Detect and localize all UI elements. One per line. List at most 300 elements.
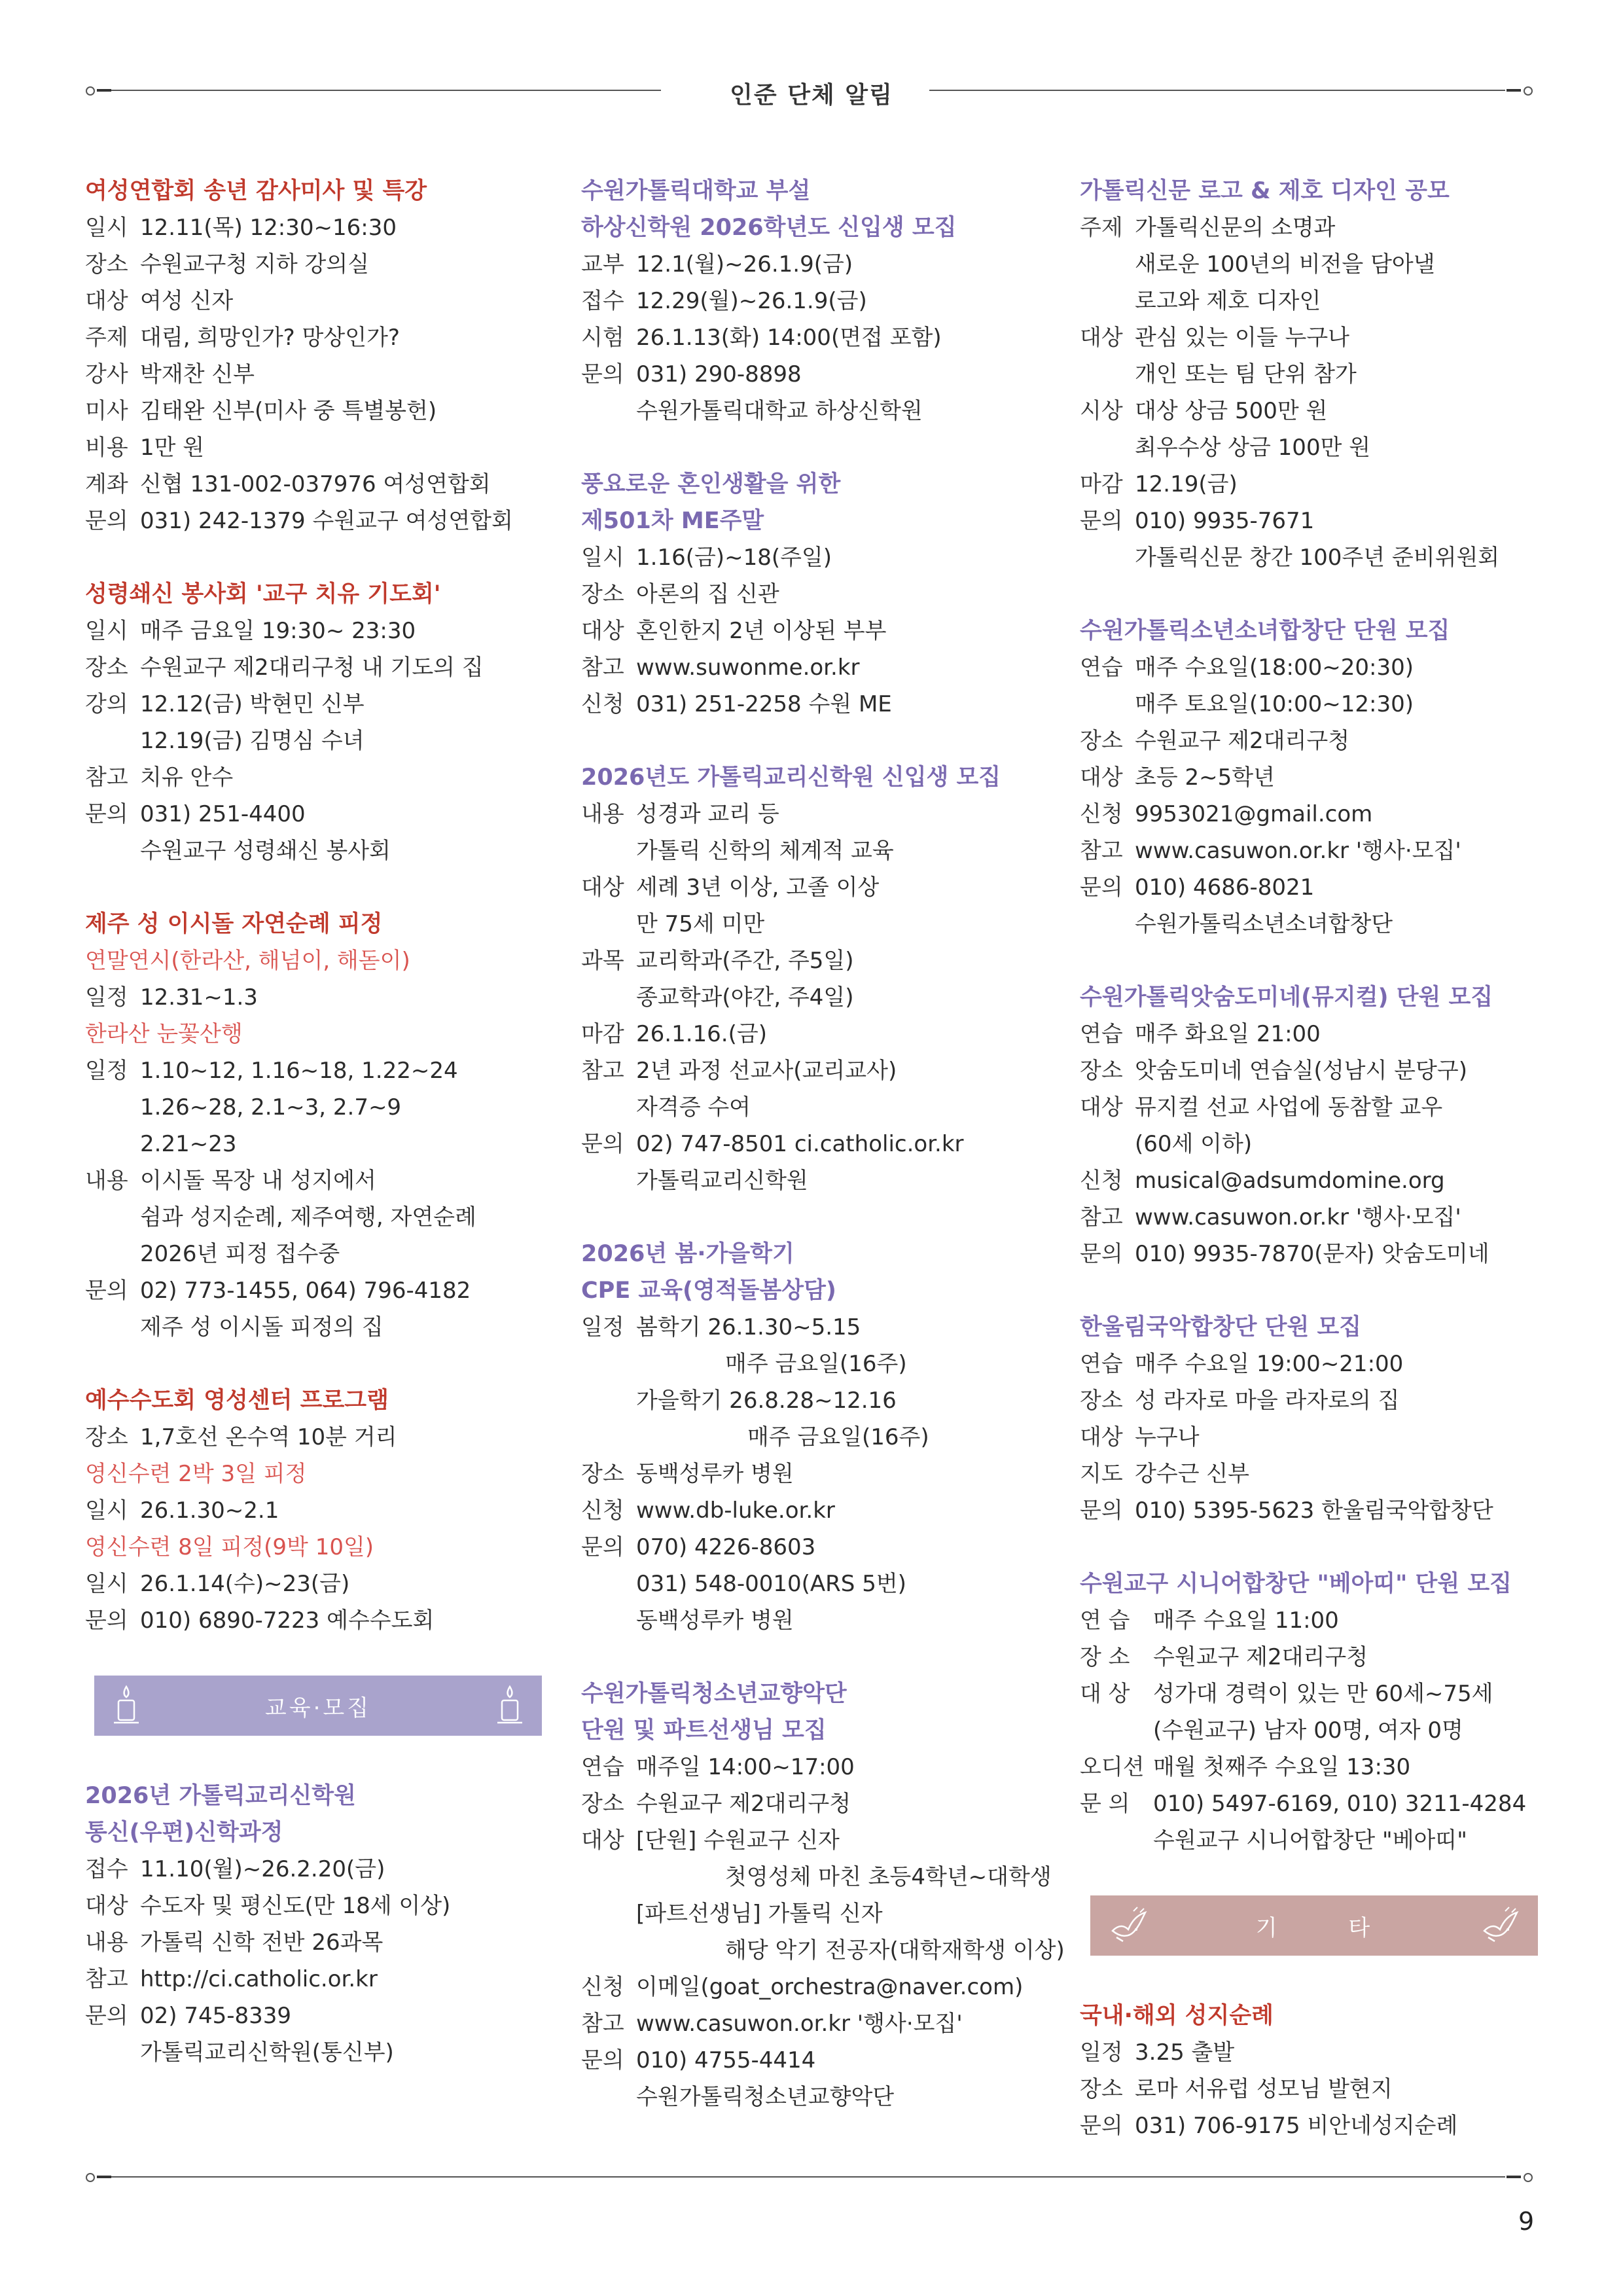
field-value: 010) 9935-7870(문자) 앗숨도미네 (1135, 1241, 1489, 1267)
field-value: 앗숨도미네 연습실(성남시 분당구) (1135, 1058, 1467, 1084)
notice-row (581, 319, 1052, 356)
field-label (85, 833, 140, 869)
section-banner-education (94, 1676, 542, 1736)
notice-row (85, 1961, 530, 1998)
field-value: 12.1(월)~26.1.9(금) (636, 251, 853, 278)
field-value: 26.1.30~2.1 (140, 1498, 279, 1524)
notice-row (581, 2005, 1052, 2042)
header-rule-right-dash (1507, 89, 1521, 92)
notice-row (1080, 283, 1564, 319)
notice-row (581, 1785, 1052, 1822)
field-label: 참고 (1080, 838, 1123, 864)
field-value: 동백성루카 병원 (636, 1607, 794, 1634)
notice-row (1080, 503, 1564, 539)
field-label: 문의 (85, 508, 128, 534)
field-value: 010) 6890-7223 예수수도회 (140, 1607, 435, 1634)
notice-row (581, 1566, 1052, 1602)
field-label: 문의 (581, 361, 624, 387)
notice-row (581, 283, 1052, 319)
field-label (581, 833, 636, 869)
notice-row (1080, 1822, 1564, 1859)
notice-title: 2026년 가톨릭교리신학원 (85, 1783, 356, 1809)
field-value: 1만 원 (140, 435, 205, 461)
field-value: 1.10~12, 1.16~18, 1.22~24 (140, 1058, 458, 1084)
notice-row (85, 833, 530, 869)
field-value: 김태완 신부(미사 중 특별봉헌) (140, 398, 437, 424)
notice-row (581, 246, 1052, 283)
field-label: 시상 (1080, 398, 1123, 424)
notice-row (1080, 1639, 1564, 1676)
notice-row (85, 1419, 530, 1456)
notice-row (581, 613, 1052, 649)
notice-title: 수원가톨릭청소년교향악단 (581, 1681, 847, 1707)
notice-section (1080, 1309, 1564, 1529)
notice-row (581, 869, 1052, 906)
field-label: 접수 (85, 1856, 128, 1882)
page-section-title: 인준 단체 알림 (730, 82, 893, 109)
notice-row (581, 1602, 1052, 1639)
notice-row (1080, 209, 1564, 246)
field-value: www.casuwon.or.kr '행사·모집' (636, 2011, 963, 2037)
field-label (581, 1895, 636, 1932)
field-label: 일정 (1080, 2039, 1123, 2066)
notice-row (1080, 356, 1564, 393)
field-label (581, 1346, 636, 1382)
notice-subheading: 한라산 눈꽃산행 (85, 1021, 243, 1047)
notice-row (581, 1932, 1065, 1969)
field-label: 장소 (85, 251, 128, 278)
field-label: 일시 (85, 618, 128, 644)
field-value: www.suwonme.or.kr (636, 655, 860, 681)
notice-row (581, 1859, 1052, 1895)
notice-subheading: 연말연시(한라산, 해넘이, 해돋이) (85, 948, 410, 974)
notice-row (581, 1089, 1052, 1126)
field-label: 대상 (85, 1893, 128, 1919)
notice-row (581, 1382, 1052, 1419)
field-value: 9953021@gmail.com (1135, 801, 1373, 827)
field-label (581, 906, 636, 942)
field-value: 1,7호선 온수역 10분 거리 (140, 1424, 397, 1450)
notice-row (581, 1419, 1052, 1456)
field-label: 마감 (581, 1021, 624, 1047)
field-label: 일시 (85, 1498, 128, 1524)
field-label: 문의 (581, 1534, 624, 1560)
notice-row (581, 979, 1052, 1016)
notice-row (85, 466, 530, 503)
field-value: 강수근 신부 (1135, 1461, 1250, 1487)
field-label: 대상 (581, 618, 624, 644)
notice-row (1080, 1052, 1564, 1089)
field-label (1080, 1822, 1153, 1859)
field-label: 연습 (581, 1754, 624, 1780)
field-label (1080, 283, 1135, 319)
field-value: 쉼과 성지순례, 제주여행, 자연순례 (140, 1204, 476, 1230)
field-value: 매주 수요일(18:00~20:30) (1135, 655, 1414, 681)
column-2 (581, 173, 1065, 2152)
notice-row (1080, 1602, 1564, 1639)
field-label: 일정 (581, 1314, 624, 1340)
field-value: 혼인한지 2년 이상된 부부 (636, 618, 887, 644)
notice-row (85, 319, 530, 356)
notice-title: 수원가톨릭소년소녀합창단 단원 모집 (1080, 618, 1450, 644)
field-value: 010) 5395-5623 한울림국악합창단 (1135, 1498, 1493, 1524)
notice-row (1080, 1749, 1564, 1785)
field-value: 11.10(월)~26.2.20(금) (140, 1856, 385, 1882)
notice-row (1080, 1016, 1564, 1052)
notice-row (581, 1346, 1052, 1382)
header-rule-left-dash (97, 89, 111, 92)
notice-row (85, 1199, 530, 1236)
field-value: 031) 242-1379 수원교구 여성연합회 (140, 508, 513, 534)
notice-row (1080, 2108, 1564, 2144)
notice-row (1080, 1199, 1564, 1236)
field-value: 031) 706-9175 비안네성지순례 (1135, 2113, 1458, 2139)
field-value: 3.25 출발 (1135, 2039, 1235, 2066)
notice-row (85, 1602, 530, 1639)
field-value: 010) 4686-8021 (1135, 874, 1315, 901)
field-value: 12.12(금) 박현민 신부 (140, 691, 365, 717)
field-value: 관심 있는 이들 누구나 (1135, 325, 1350, 351)
field-value: 010) 4755-4414 (636, 2047, 816, 2073)
notice-row (1080, 2034, 1564, 2071)
field-label (1080, 686, 1135, 723)
field-label: 신청 (581, 691, 624, 717)
field-value: 1.26~28, 2.1~3, 2.7~9 (140, 1094, 402, 1121)
field-value: 해당 악기 전공자(대학재학생 이상) (725, 1937, 1065, 1964)
field-value: 교리학과(주간, 주5일) (636, 948, 854, 974)
field-value: 2026년 피정 접수중 (140, 1241, 340, 1267)
notice-row (581, 1895, 1052, 1932)
field-value: 031) 548-0010(ARS 5번) (636, 1571, 906, 1597)
notice-row (1080, 393, 1564, 429)
notice-row (1080, 686, 1564, 723)
field-value: 이메일(goat_orchestra@naver.com) (636, 1974, 1024, 2000)
field-label: 문 의 (1080, 1791, 1130, 1817)
notice-row (1080, 539, 1564, 576)
field-value: 매주 토요일(10:00~12:30) (1135, 691, 1414, 717)
field-label (581, 393, 636, 429)
notice-row (581, 906, 1052, 942)
field-value: 12.19(금) 김명심 수녀 (140, 728, 365, 754)
notice-row (1080, 1492, 1564, 1529)
field-value: 최우수상 상금 100만 원 (1135, 435, 1371, 461)
field-label (581, 979, 636, 1016)
field-label: 문의 (581, 1131, 624, 1157)
notice-row (1080, 1162, 1564, 1199)
field-value: 031) 251-2258 수원 ME (636, 691, 892, 717)
field-value: 매월 첫째주 수요일 13:30 (1153, 1754, 1411, 1780)
notice-title: 수원가톨릭앗숨도미네(뮤지컬) 단원 모집 (1080, 984, 1493, 1011)
field-label: 문의 (85, 801, 128, 827)
notice-row (85, 1566, 530, 1602)
notice-section (85, 1382, 530, 1639)
header-rule-left (111, 90, 661, 91)
notice-row (581, 1126, 1052, 1162)
notice-title: 풍요로운 혼인생활을 위한 (581, 471, 841, 497)
header-rule-right (929, 90, 1505, 91)
field-label: 연습 (1080, 655, 1123, 681)
notice-section (1080, 613, 1564, 942)
notice-title: CPE 교육(영적돌봄상담) (581, 1278, 836, 1304)
notice-row (1080, 429, 1564, 466)
field-label: 문의 (1080, 508, 1123, 534)
notice-row (85, 1126, 530, 1162)
field-label (85, 1309, 140, 1346)
notice-row (85, 1309, 530, 1346)
notice-row (1080, 869, 1564, 906)
field-label (1080, 1712, 1153, 1749)
field-label: 오디션 (1080, 1754, 1145, 1780)
notice-title: 예수수도회 영성센터 프로그램 (85, 1388, 389, 1414)
field-label (85, 1199, 140, 1236)
field-value: [단원] 수원교구 신자 (636, 1827, 840, 1854)
notice-row (581, 393, 1052, 429)
field-value: 치유 안수 (140, 764, 234, 791)
notice-row (85, 1924, 530, 1961)
field-label: 강사 (85, 361, 128, 387)
notice-row (581, 2042, 1052, 2079)
notice-section (581, 1676, 1065, 2115)
field-label: 과목 (581, 948, 624, 974)
notice-title: 단원 및 파트선생님 모집 (581, 1717, 827, 1744)
field-value: 070) 4226-8603 (636, 1534, 816, 1560)
notice-title: 수원가톨릭대학교 부설 (581, 178, 811, 204)
notice-title: 제501차 ME주말 (581, 508, 764, 534)
field-value: www.casuwon.or.kr '행사·모집' (1135, 1204, 1461, 1230)
notice-title: 통신(우편)신학과정 (85, 1820, 283, 1846)
notice-subheading: 영신수련 8일 피정(9박 10일) (85, 1534, 374, 1560)
notice-row (85, 356, 530, 393)
field-label: 대상 (1080, 764, 1123, 791)
notice-row (85, 1236, 530, 1272)
field-label: 대상 (581, 1827, 624, 1854)
field-value: 매주 화요일 21:00 (1135, 1021, 1321, 1047)
field-label: 주제 (85, 325, 128, 351)
field-label (85, 2034, 140, 2071)
notice-section (581, 1236, 1052, 1639)
notice-section (581, 466, 1052, 723)
field-value: 대상 상금 500만 원 (1135, 398, 1328, 424)
field-label: 문의 (85, 2003, 128, 2029)
field-label: 강의 (85, 691, 128, 717)
field-label: 장 소 (1080, 1644, 1130, 1670)
field-label: 일시 (85, 1571, 128, 1597)
notice-row (1080, 759, 1564, 796)
notice-row (85, 723, 530, 759)
notice-row (85, 393, 530, 429)
notice-row (581, 942, 1052, 979)
candle-icon (495, 1685, 525, 1732)
footer-rule-left-dot (86, 2173, 95, 2182)
field-label: 마감 (1080, 471, 1123, 497)
notice-row (1080, 833, 1564, 869)
field-label: 일정 (85, 984, 128, 1011)
notice-row (1080, 1382, 1564, 1419)
notice-row (1080, 1419, 1564, 1456)
field-value: 매주 수요일 11:00 (1153, 1607, 1339, 1634)
field-value: 박재찬 신부 (140, 361, 255, 387)
notice-row (581, 1052, 1052, 1089)
field-value: 개인 또는 팀 단위 참가 (1135, 361, 1357, 387)
notice-title: 한울림국악합창단 단원 모집 (1080, 1314, 1362, 1340)
field-value: www.casuwon.or.kr '행사·모집' (1135, 838, 1461, 864)
field-label: 문의 (1080, 2113, 1123, 2139)
notice-row (85, 649, 530, 686)
field-value: 성경과 교리 등 (636, 801, 779, 827)
notice-row (581, 1822, 1052, 1859)
field-label: 내용 (85, 1168, 128, 1194)
field-value: 가톨릭 신학의 체계적 교육 (636, 838, 894, 864)
notice-section (85, 1778, 530, 2071)
notice-row (85, 1998, 530, 2034)
field-label: 연 습 (1080, 1607, 1130, 1634)
field-value: 대림, 희망인가? 망상인가? (140, 325, 400, 351)
field-value: 수원가톨릭대학교 하상신학원 (636, 398, 923, 424)
notice-row (1080, 1236, 1564, 1272)
field-label (581, 2079, 636, 2115)
notice-row (1080, 723, 1564, 759)
notice-row (85, 1272, 530, 1309)
field-value: 수원가톨릭청소년교향악단 (636, 2084, 895, 2110)
field-value: 26.1.13(화) 14:00(면접 포함) (636, 325, 942, 351)
notice-section (581, 173, 1052, 429)
field-value: 12.11(목) 12:30~16:30 (140, 215, 397, 241)
notice-row (85, 1492, 530, 1529)
field-label: 참고 (581, 1058, 624, 1084)
field-label: 문의 (1080, 874, 1123, 901)
field-value: 가톨릭교리신학원 (636, 1168, 808, 1194)
notice-title: 여성연합회 송년 감사미사 및 특강 (85, 178, 427, 204)
notice-title: 성령쇄신 봉사회 '교구 치유 기도회' (85, 581, 441, 607)
footer-rule-right-dash (1507, 2176, 1521, 2178)
notice-row (581, 1456, 1052, 1492)
field-label (581, 1566, 636, 1602)
notice-row (85, 796, 530, 833)
field-value: 가톨릭 신학 전반 26과목 (140, 1929, 383, 1956)
notice-row (581, 1749, 1052, 1785)
banner-label: 기 타 (1255, 1914, 1373, 1941)
field-value: 세례 3년 이상, 고졸 이상 (636, 874, 880, 901)
candle-icon (111, 1685, 141, 1732)
field-label: 대상 (1080, 1424, 1123, 1450)
field-value: 여성 신자 (140, 288, 234, 314)
notice-title: 2026년 봄·가을학기 (581, 1241, 794, 1267)
notice-row (85, 1888, 530, 1924)
notice-row (581, 833, 1052, 869)
field-label: 교부 (581, 251, 624, 278)
notice-row (581, 576, 1052, 613)
field-value: http://ci.catholic.or.kr (140, 1966, 378, 1992)
banner-label: 교육·모집 (264, 1695, 372, 1721)
field-value: 종교학과(야간, 주4일) (636, 984, 854, 1011)
field-value: 가톨릭신문의 소명과 (1135, 215, 1336, 241)
field-value: [파트선생님] 가톨릭 신자 (636, 1901, 883, 1927)
header-rule-right-dot (1524, 86, 1533, 96)
field-label (85, 1236, 140, 1272)
notice-section (1080, 1998, 1564, 2144)
notice-subheading: 영신수련 2박 3일 피정 (85, 1461, 307, 1487)
field-value: 아론의 집 신관 (636, 581, 779, 607)
field-value: 제주 성 이시돌 피정의 집 (140, 1314, 383, 1340)
notice-row (581, 1016, 1052, 1052)
notice-row (85, 759, 530, 796)
field-value: 신협 131-002-037976 여성연합회 (140, 471, 491, 497)
notice-section (85, 173, 530, 539)
field-label: 대 상 (1080, 1681, 1130, 1707)
notice-title: 2026년도 가톨릭교리신학원 신입생 모집 (581, 764, 1001, 791)
field-label: 주제 (1080, 215, 1123, 241)
field-value: 가을학기 26.8.28~12.16 (636, 1388, 897, 1414)
field-label: 장소 (85, 1424, 128, 1450)
field-value: 12.29(월)~26.1.9(금) (636, 288, 867, 314)
notice-row (1080, 1785, 1564, 1822)
notice-section (85, 576, 530, 869)
header-rule-left-dot (86, 86, 95, 96)
field-value: 초등 2~5학년 (1135, 764, 1275, 791)
field-value: 매주 수요일 19:00~21:00 (1135, 1351, 1404, 1377)
field-label: 장소 (85, 655, 128, 681)
notice-row (1080, 1676, 1564, 1712)
notice-row (581, 1969, 1052, 2005)
field-value: 봄학기 26.1.30~5.15 (636, 1314, 861, 1340)
field-label: 미사 (85, 398, 128, 424)
notice-row (581, 1492, 1052, 1529)
notice-row (581, 1529, 1052, 1566)
notice-section (1080, 173, 1564, 576)
field-label: 연습 (1080, 1021, 1123, 1047)
field-value: 가톨릭교리신학원(통신부) (140, 2039, 394, 2066)
field-label (1080, 356, 1135, 393)
notice-row (1080, 1346, 1564, 1382)
field-label: 장소 (581, 1461, 624, 1487)
field-label: 장소 (1080, 1388, 1123, 1414)
field-value: 만 75세 미만 (636, 911, 765, 937)
notice-row (1080, 246, 1564, 283)
notice-row (85, 429, 530, 466)
field-label: 비용 (85, 435, 128, 461)
notice-section (581, 759, 1052, 1199)
field-value: 1.16(금)~18(주일) (636, 545, 832, 571)
notice-title: 국내·해외 성지순례 (1080, 2003, 1274, 2029)
field-value: 수원교구 제2대리구청 (1135, 728, 1350, 754)
footer-rule (111, 2176, 1505, 2178)
dove-icon (1107, 1905, 1149, 1952)
notice-row (581, 686, 1052, 723)
field-label: 대상 (1080, 325, 1123, 351)
dove-icon (1479, 1905, 1521, 1952)
notice-row (85, 1162, 530, 1199)
field-label: 문의 (1080, 1498, 1123, 1524)
field-label: 장소 (1080, 2076, 1123, 2102)
field-value: 010) 5497-6169, 010) 3211-4284 (1153, 1791, 1527, 1817)
field-value: 031) 290-8898 (636, 361, 802, 387)
field-value: 수원교구 제2대리구청 내 기도의 집 (140, 655, 484, 681)
field-value: 수원교구 제2대리구청 (636, 1791, 851, 1817)
field-label: 문의 (581, 2047, 624, 2073)
field-value: 12.19(금) (1135, 471, 1238, 497)
field-label: 대상 (581, 874, 624, 901)
field-value: 26.1.14(수)~23(금) (140, 1571, 350, 1597)
notice-row (85, 979, 530, 1016)
notice-section (1080, 979, 1564, 1272)
field-label: 계좌 (85, 471, 128, 497)
field-label (581, 1382, 636, 1419)
field-label: 장소 (1080, 728, 1123, 754)
field-value: 누구나 (1135, 1424, 1200, 1450)
notice-row (581, 1309, 1052, 1346)
notice-row (85, 686, 530, 723)
field-value: 가톨릭신문 창간 100주년 준비위원회 (1135, 545, 1500, 571)
